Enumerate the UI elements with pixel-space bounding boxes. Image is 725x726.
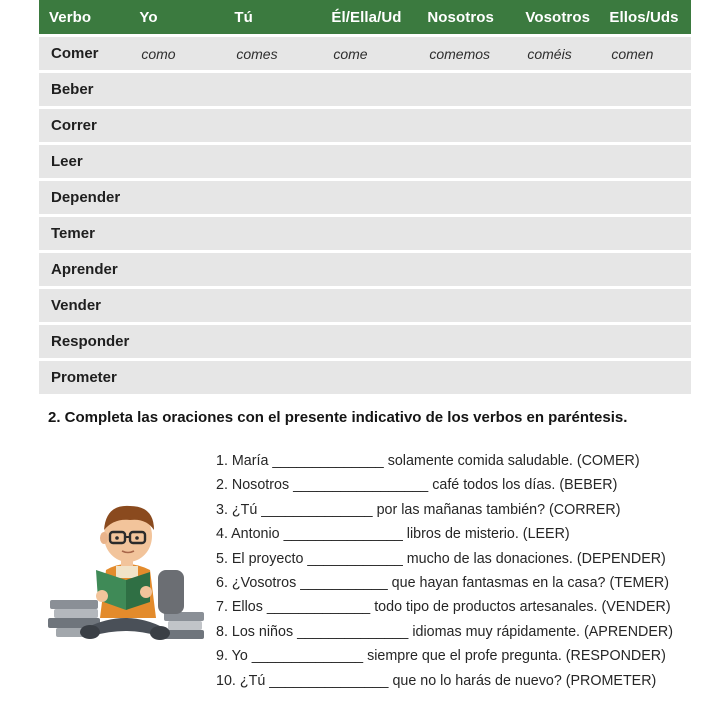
sentence-item: 4. Antonio _______________ libros de misterio. (LEER) [216,526,570,543]
table-row [39,109,691,142]
conjugation-cell [321,325,417,358]
conjugation-cell [224,217,321,250]
verb-cell: Leer [39,145,129,178]
boy-reading-on-books-icon [46,500,206,650]
conjugation-cell [224,109,321,142]
header-el-ella-ud: Él/Ella/Ud [321,0,417,34]
conjugation-cell [417,289,515,322]
sentence-item: 6. ¿Vosotros ___________ que hayan fantasmas en la casa? (TEMER) [216,574,670,591]
conjugation-cell [599,253,691,286]
sentence-item: 10. ¿Tú _______________ que no lo harás de nuevo? (PROMETER) [216,672,657,689]
conjugation-cell: comemos [417,37,515,70]
table-row [39,289,691,322]
sentence-item: 9. Yo ______________ siempre que el profe pregunta. (RESPONDER) [216,648,666,665]
table-row [39,325,691,358]
conjugation-cell [417,181,515,214]
conjugation-cell [515,361,599,394]
header-yo: Yo [129,0,224,34]
conjugation-cell [129,217,224,250]
conjugation-cell [515,325,599,358]
conjugation-cell: comen [599,37,691,70]
sentence-item: 8. Los niños ______________ idiomas muy rápidamente. (APRENDER) [216,623,673,640]
conjugation-cell [129,73,224,106]
header-verbo: Verbo [39,0,129,34]
conjugation-cell [515,181,599,214]
sentence-list [216,449,673,693]
conjugation-cell: come [321,37,417,70]
table-row [39,253,691,286]
table-row [39,361,691,394]
header-ellos-uds: Ellos/Uds [599,0,691,34]
table-row [39,145,691,178]
conjugation-cell [224,253,321,286]
conjugation-cell [224,289,321,322]
header-tu: Tú [224,0,321,34]
conjugation-cell [321,217,417,250]
conjugation-cell [129,361,224,394]
conjugation-cell [515,217,599,250]
conjugation-cell [417,253,515,286]
sentence-item: 3. ¿Tú ______________ por las mañanas también? (CORRER) [216,501,621,518]
verb-cell: Aprender [39,253,129,286]
conjugation-cell [599,145,691,178]
conjugation-cell [129,289,224,322]
conjugation-table [39,0,691,397]
conjugation-cell: como [129,37,224,70]
conjugation-cell [599,289,691,322]
conjugation-cell [321,361,417,394]
conjugation-cell [129,253,224,286]
conjugation-cell [321,145,417,178]
conjugation-cell [224,145,321,178]
conjugation-cell [129,181,224,214]
conjugation-cell [224,361,321,394]
conjugation-cell [129,325,224,358]
conjugation-cell [599,325,691,358]
conjugation-cell [417,217,515,250]
table-row [39,37,691,70]
conjugation-cell [417,325,515,358]
conjugation-cell [321,289,417,322]
verb-cell: Vender [39,289,129,322]
verb-cell: Responder [39,325,129,358]
conjugation-cell [599,217,691,250]
table-row [39,217,691,250]
conjugation-cell [321,253,417,286]
header-vosotros: Vosotros [515,0,599,34]
conjugation-cell [515,109,599,142]
conjugation-cell [224,181,321,214]
sentence-item: 7. Ellos _____________ todo tipo de productos artesanales. (VENDER) [216,599,671,616]
table-header-row [39,0,691,34]
sentence-item: 5. El proyecto ____________ mucho de las donaciones. (DEPENDER) [216,550,666,567]
verb-cell: Temer [39,217,129,250]
conjugation-cell: comes [224,37,321,70]
conjugation-cell [515,145,599,178]
conjugation-cell [417,109,515,142]
conjugation-cell [129,109,224,142]
sentence-item: 2. Nosotros _________________ café todos los días. (BEBER) [216,477,618,494]
conjugation-cell [599,73,691,106]
header-nosotros: Nosotros [417,0,515,34]
exercise-heading: 2. Completa las oraciones con el presente indicativo de los verbos en paréntesis. [48,409,628,426]
table-row [39,181,691,214]
conjugation-cell [224,325,321,358]
conjugation-cell [599,109,691,142]
conjugation-cell [515,289,599,322]
verb-cell: Depender [39,181,129,214]
conjugation-cell [599,361,691,394]
sentence-item: 1. María ______________ solamente comida saludable. (COMER) [216,453,640,469]
conjugation-cell [321,181,417,214]
conjugation-cell [129,145,224,178]
conjugation-cell [417,361,515,394]
conjugation-cell [224,73,321,106]
conjugation-cell [417,73,515,106]
verb-cell: Beber [39,73,129,106]
verb-cell: Correr [39,109,129,142]
conjugation-cell [417,145,515,178]
table-body [39,37,691,394]
conjugation-cell [515,73,599,106]
verb-cell: Comer [39,37,129,70]
table-row [39,73,691,106]
conjugation-cell [599,181,691,214]
conjugation-cell [515,253,599,286]
conjugation-cell [321,109,417,142]
conjugation-cell [321,73,417,106]
verb-cell: Prometer [39,361,129,394]
conjugation-cell: coméis [515,37,599,70]
